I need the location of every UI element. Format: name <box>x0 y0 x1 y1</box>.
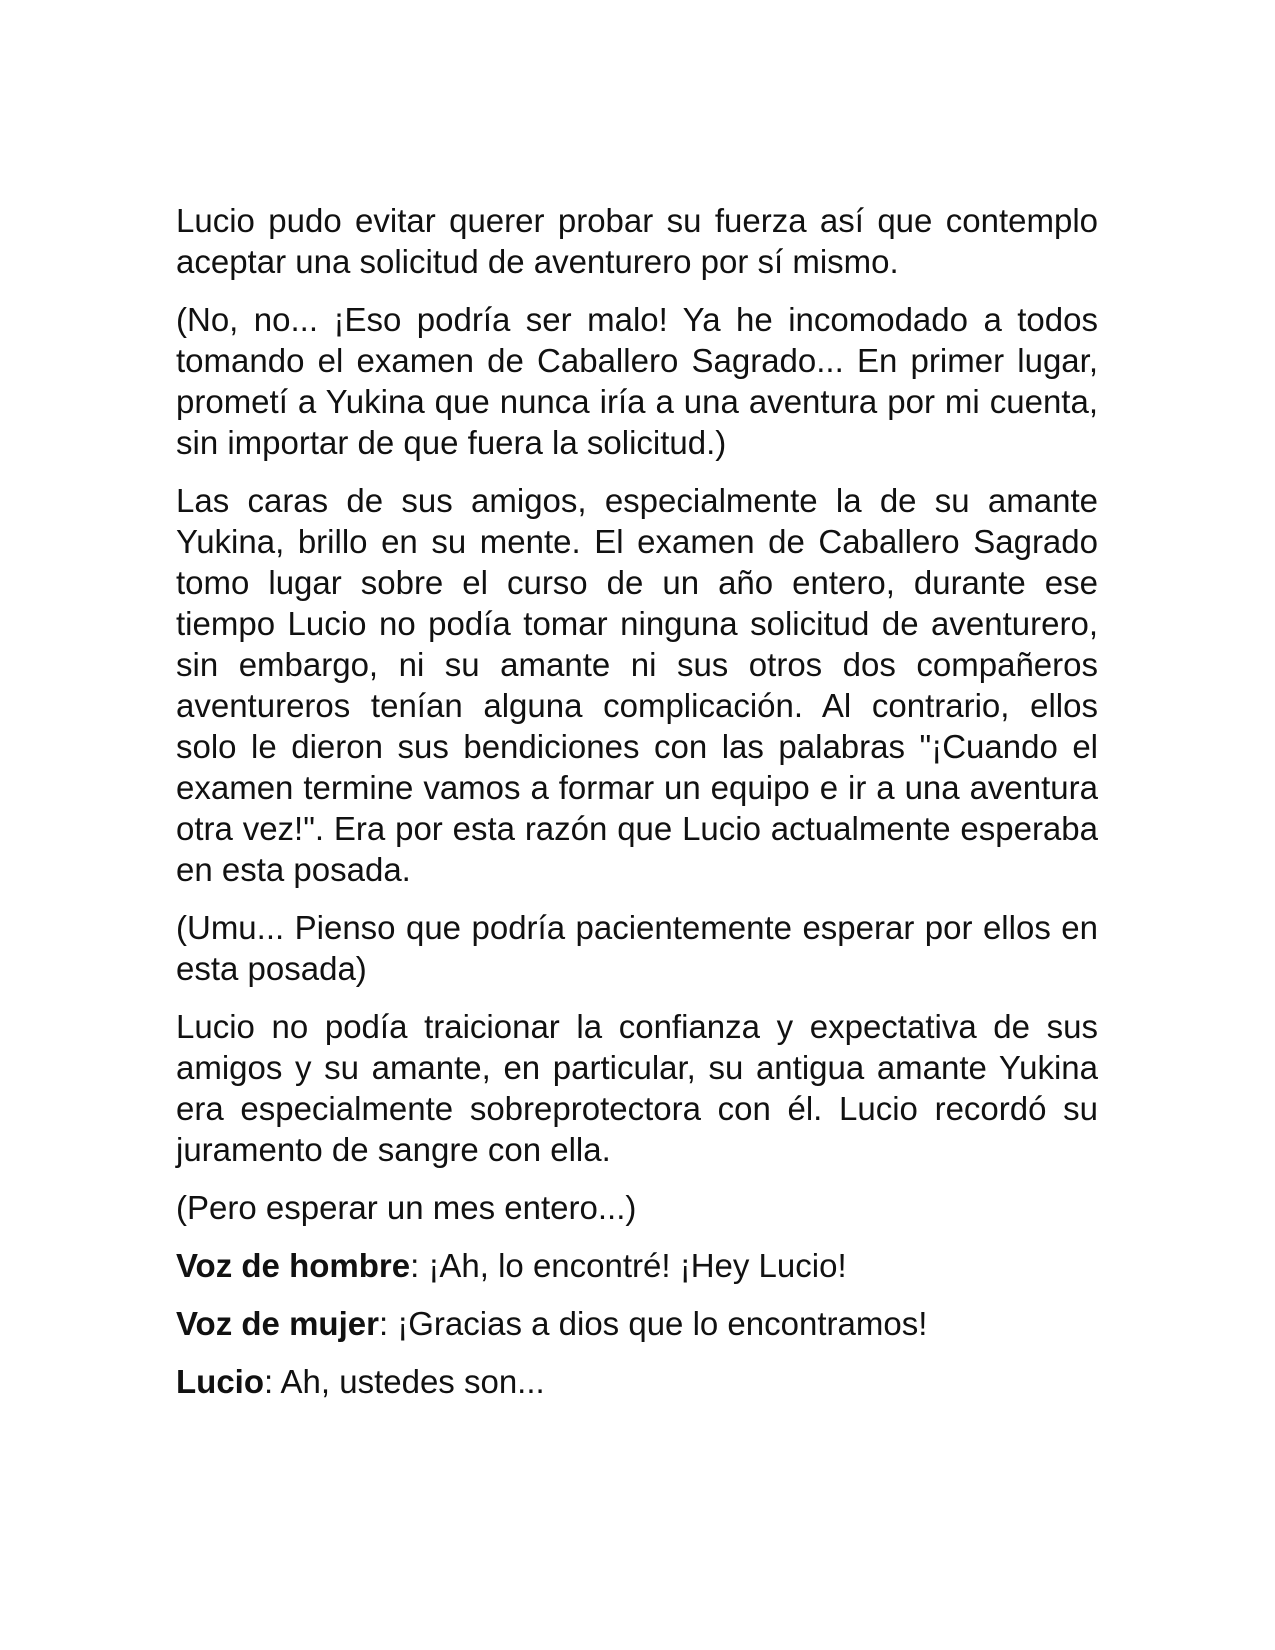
speaker-name: Voz de hombre <box>176 1247 411 1284</box>
dialogue-line-1 <box>176 1245 1098 1286</box>
dialogue-text: : Ah, ustedes son... <box>264 1363 545 1400</box>
speaker-name: Voz de mujer <box>176 1305 379 1342</box>
dialogue-line-2 <box>176 1303 1098 1344</box>
paragraph-3: Las caras de sus amigos, especialmente la de su amante Yukina, brillo en su mente. El examen de Caballero Sagrado tomo lugar sobre el curso de un año entero, durante ese tiempo Lucio no podía tomar ninguna solicitud de aventurero, sin embargo, ni su amante ni sus otros dos compañeros aventureros tenían alguna complicación. Al contrario, ellos solo le dieron sus bendiciones con las palabras "¡Cuando el examen termine vamos a formar un equipo e ir a una aventura otra vez!". Era por esta razón que Lucio actualmente esperaba en esta posada. <box>176 482 1098 888</box>
dialogue-text: : ¡Gracias a dios que lo encontramos! <box>378 1305 928 1342</box>
dialogue-line-3 <box>176 1361 1098 1402</box>
paragraph-1: Lucio pudo evitar querer probar su fuerza así que contemplo aceptar una solicitud de aventurero por sí mismo. <box>176 202 1098 280</box>
paragraph-2: (No, no... ¡Eso podría ser malo! Ya he incomodado a todos tomando el examen de Caballero Sagrado... En primer lugar, prometí a Yukina que nunca iría a una aventura por mi cuenta, sin importar de que fuera la solicitud.) <box>176 301 1098 461</box>
dialogue-text: : ¡Ah, lo encontré! ¡Hey Lucio! <box>410 1247 847 1284</box>
paragraph-6: (Pero esperar un mes entero...) <box>176 1189 637 1226</box>
paragraph-4: (Umu... Pienso que podría pacientemente esperar por ellos en esta posada) <box>176 909 1098 987</box>
speaker-name: Lucio <box>176 1363 264 1400</box>
paragraph-5: Lucio no podía traicionar la confianza y expectativa de sus amigos y su amante, en particular, su antigua amante Yukina era especialmente sobreprotectora con él. Lucio recordó su juramento de sangre con ella. <box>176 1008 1098 1168</box>
document-page <box>176 200 1098 1419</box>
